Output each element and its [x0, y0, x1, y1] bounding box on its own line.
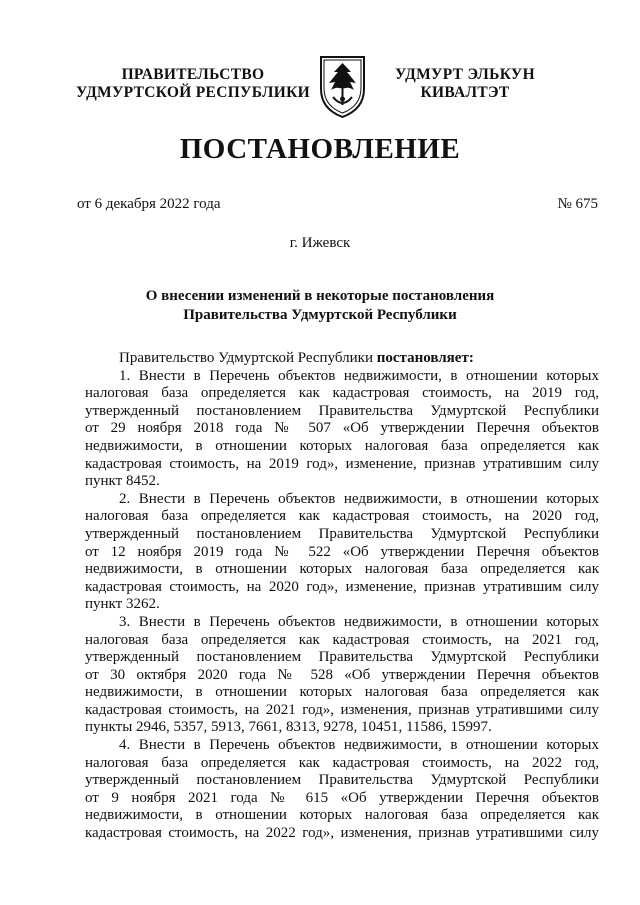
paragraph-line: пункты 2946, 5357, 5913, 7661, 8313, 9278, 10451, 11586, 15997.: [85, 719, 492, 736]
paragraph-line: кадастровая стоимость, на 2021 год», изменения, признав утратившими силу: [85, 701, 599, 718]
paragraph-line: утвержденный постановлением Правительства Удмуртской Республики: [85, 649, 599, 666]
paragraph-line: от 29 ноября 2018 года № 507 «Об утверждении Перечня объектов: [85, 420, 599, 437]
subject-line2: Правительства Удмуртской Республики: [183, 307, 457, 323]
paragraph-line: утвержденный постановлением Правительства Удмуртской Республики: [85, 772, 599, 789]
government-name-russian: [58, 66, 328, 102]
document-date: от 6 декабря 2022 года: [77, 196, 221, 212]
paragraph-3: [85, 614, 599, 737]
paragraph-line: 1. Внести в Перечень объектов недвижимости, в отношении которых: [119, 367, 599, 384]
paragraph-line: недвижимости, в отношении которых налоговая база определяется как: [85, 684, 599, 701]
paragraph-1: [85, 368, 599, 491]
paragraph-line: кадастровая стоимость, на 2022 год», изменения, признав утратившими силу: [85, 825, 599, 842]
government-name-line2: УДМУРТСКОЙ РЕСПУБЛИКИ: [75, 84, 310, 101]
paragraphs: [85, 368, 599, 843]
paragraph-line: пункт 3262.: [85, 596, 160, 613]
intro-decree-word: постановляет:: [376, 350, 474, 366]
paragraph-line: налоговая база определяется как кадастровая стоимость, на 2019 год,: [85, 385, 599, 402]
government-name-line1: ПРАВИТЕЛЬСТВО: [121, 66, 265, 83]
paragraph-line: пункт 8452.: [85, 473, 160, 490]
paragraph-2: [85, 491, 599, 614]
paragraph-line: от 12 ноября 2019 года № 522 «Об утверждении Перечня объектов: [85, 543, 599, 560]
document-body: [85, 350, 599, 843]
paragraph-line: кадастровая стоимость, на 2020 год», изменение, признав утратившим силу: [85, 578, 599, 595]
document-subject: [0, 287, 640, 325]
paragraph-line: утвержденный постановлением Правительства Удмуртской Республики: [85, 402, 599, 419]
paragraph-line: недвижимости, в отношении которых налоговая база определяется как: [85, 561, 599, 578]
paragraph-line: налоговая база определяется как кадастровая стоимость, на 2021 год,: [85, 631, 599, 648]
paragraph-line: налоговая база определяется как кадастровая стоимость, на 2020 год,: [85, 508, 599, 525]
paragraph-line: кадастровая стоимость, на 2019 год», изменение, признав утратившим силу: [85, 455, 599, 472]
paragraph-line: 4. Внести в Перечень объектов недвижимости, в отношении которых: [119, 737, 599, 754]
paragraph-line: недвижимости, в отношении которых налоговая база определяется как: [85, 807, 599, 824]
government-name-udmurt-line1: УДМУРТ ЭЛЬКУН: [395, 66, 535, 83]
document-number: № 675: [557, 196, 598, 212]
paragraph-line: недвижимости, в отношении которых налоговая база определяется как: [85, 437, 599, 454]
paragraph-line: 2. Внести в Перечень объектов недвижимости, в отношении которых: [119, 490, 599, 507]
paragraph-line: утвержденный постановлением Правительства Удмуртской Республики: [85, 525, 599, 542]
government-name-udmurt: [380, 66, 550, 102]
government-name-udmurt-line2: КИВАЛТЭТ: [420, 84, 510, 101]
intro-text: Правительство Удмуртской Республики: [119, 350, 377, 366]
paragraph-line: 3. Внести в Перечень объектов недвижимости, в отношении которых: [119, 613, 599, 630]
paragraph-line: от 9 ноября 2021 года № 615 «Об утверждении Перечня объектов: [85, 789, 599, 806]
udmurtia-coat-of-arms-icon: [315, 53, 370, 119]
document-type-title: ПОСТАНОВЛЕНИЕ: [179, 133, 461, 165]
subject-line1: О внесении изменений в некоторые постановления: [145, 288, 495, 304]
document-city: г. Ижевск: [289, 235, 351, 251]
paragraph-4: [85, 737, 599, 843]
paragraph-line: от 30 октября 2020 года № 528 «Об утверждении Перечня объектов: [85, 666, 599, 683]
intro-line: [85, 350, 599, 368]
paragraph-line: налоговая база определяется как кадастровая стоимость, на 2022 год,: [85, 754, 599, 771]
